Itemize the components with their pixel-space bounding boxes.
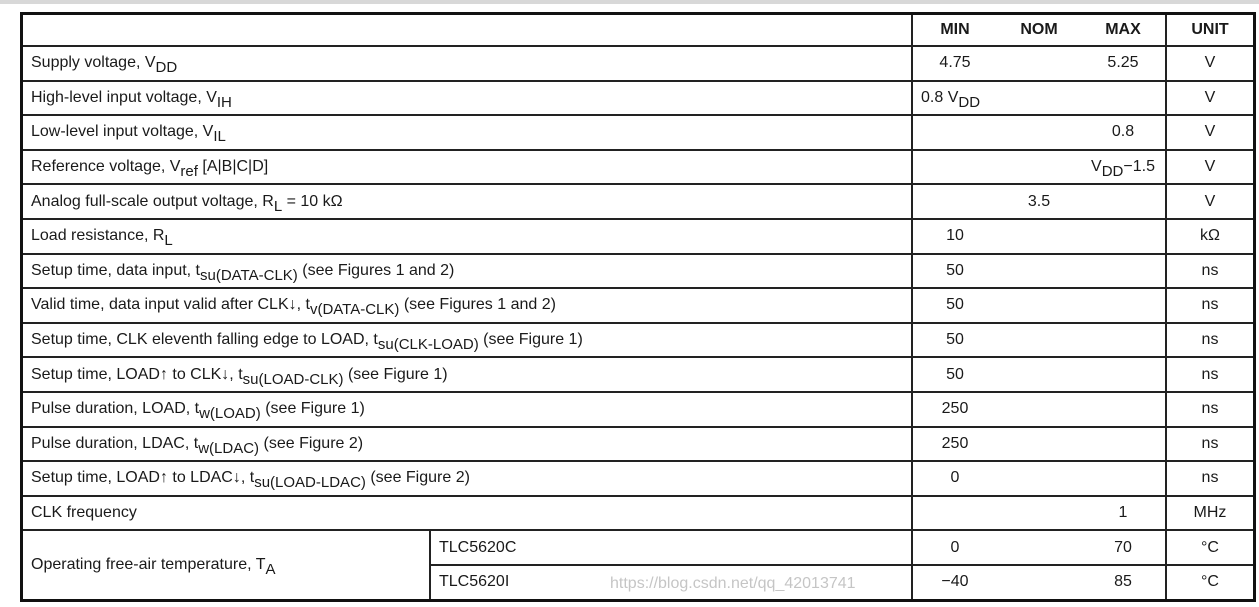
max-cell: 70 <box>1081 530 1166 565</box>
min-cell <box>912 219 997 254</box>
text-segment: Setup time, data input, t <box>31 261 200 279</box>
parameter-cell <box>22 81 913 116</box>
table-row <box>22 81 1255 116</box>
text-segment: (see Figure 1) <box>478 331 583 349</box>
parameter-cell <box>22 496 913 531</box>
text-segment: Valid time, data input valid after CLK↓, t <box>31 296 310 314</box>
min-cell <box>912 496 997 531</box>
nom-cell <box>997 150 1081 185</box>
min-cell <box>912 392 997 427</box>
parameter-cell <box>22 461 913 496</box>
unit-cell: V <box>1166 115 1255 150</box>
min-cell: 0 <box>912 530 997 565</box>
max-cell <box>1081 184 1166 219</box>
min-cell <box>912 323 997 358</box>
subscript: IH <box>216 93 232 111</box>
unit-cell: ns <box>1166 288 1255 323</box>
min-cell <box>912 115 997 150</box>
subscript: DD <box>958 93 981 111</box>
text-segment: (see Figure 2) <box>365 469 470 487</box>
text-segment: (see Figure 1) <box>260 400 365 418</box>
table-row <box>22 323 1255 358</box>
subscript: su(DATA-CLK) <box>200 266 298 284</box>
min-cell <box>912 254 997 289</box>
max-cell <box>1081 427 1166 462</box>
min-cell <box>912 81 1081 116</box>
min-cell <box>912 150 997 185</box>
text-segment: 250 <box>941 434 969 452</box>
watermark: https://blog.csdn.net/qq_42013741 <box>610 575 856 592</box>
subscript: w(LOAD) <box>199 405 261 423</box>
unit-cell: MHz <box>1166 496 1255 531</box>
nom-cell <box>997 530 1081 565</box>
table-row <box>22 530 1255 565</box>
unit-cell: °C <box>1166 565 1255 600</box>
unit-cell: V <box>1166 184 1255 219</box>
text-segment: Analog full-scale output voltage, R <box>31 192 274 210</box>
unit-cell: V <box>1166 150 1255 185</box>
header-min: MIN <box>912 14 997 47</box>
text-segment: (see Figures 1 and 2) <box>399 296 556 314</box>
max-cell <box>1081 115 1166 150</box>
parameter-cell <box>22 392 913 427</box>
header-blank <box>22 14 913 47</box>
table-row <box>22 357 1255 392</box>
unit-cell: ns <box>1166 461 1255 496</box>
device-cell: TLC5620C <box>430 530 912 565</box>
text-segment: 10 <box>946 227 964 245</box>
subscript: su(CLK-LOAD) <box>377 336 479 354</box>
text-segment: 50 <box>946 365 964 383</box>
max-cell <box>1081 496 1166 531</box>
max-cell <box>1081 461 1166 496</box>
max-cell <box>1081 81 1166 116</box>
nom-cell <box>997 288 1081 323</box>
text-segment: 50 <box>946 261 964 279</box>
device-cell: TLC5620I <box>430 565 912 600</box>
text-segment: Supply voltage, V <box>31 54 156 72</box>
parameter-cell <box>22 46 913 81</box>
unit-cell: kΩ <box>1166 219 1255 254</box>
min-cell <box>912 184 997 219</box>
text-segment: [A|B|C|D] <box>197 158 269 176</box>
max-cell: 85 <box>1081 565 1166 600</box>
text-segment: (see Figure 2) <box>259 434 364 452</box>
header-unit: UNIT <box>1166 14 1255 47</box>
text-segment: Reference voltage, V <box>31 158 181 176</box>
text-segment: Setup time, LOAD↑ to CLK↓, t <box>31 365 243 383</box>
nom-cell <box>997 357 1081 392</box>
min-cell <box>912 427 997 462</box>
text-segment: Low-level input voltage, V <box>31 123 214 141</box>
unit-cell: ns <box>1166 427 1255 462</box>
min-cell <box>912 46 997 81</box>
text-segment: V <box>1091 158 1102 176</box>
parameter-cell <box>22 323 913 358</box>
text-segment: CLK frequency <box>31 504 137 522</box>
table-row <box>22 461 1255 496</box>
nom-cell <box>997 565 1081 600</box>
parameter-cell <box>22 184 913 219</box>
subscript: A <box>265 560 276 578</box>
unit-cell: ns <box>1166 254 1255 289</box>
table-row <box>22 184 1255 219</box>
text-segment: 5.25 <box>1107 54 1139 72</box>
text-segment: (see Figure 1) <box>343 365 448 383</box>
text-segment: 250 <box>941 400 969 418</box>
unit-cell: V <box>1166 81 1255 116</box>
table-row <box>22 150 1255 185</box>
max-cell <box>1081 392 1166 427</box>
parameter-cell <box>22 219 913 254</box>
subscript: ref <box>180 163 198 181</box>
unit-cell: ns <box>1166 357 1255 392</box>
table-row <box>22 496 1255 531</box>
text-segment: 1 <box>1118 504 1128 522</box>
max-cell <box>1081 46 1166 81</box>
unit-cell: °C <box>1166 530 1255 565</box>
parameter-cell <box>22 357 913 392</box>
min-cell <box>912 461 997 496</box>
subscript: v(DATA-CLK) <box>309 301 400 319</box>
nom-cell <box>997 219 1081 254</box>
text-segment: Pulse duration, LDAC, t <box>31 434 199 452</box>
subscript: DD <box>1101 163 1124 181</box>
table-row <box>22 427 1255 462</box>
parameter-cell <box>22 115 913 150</box>
nom-cell <box>997 427 1081 462</box>
nom-cell <box>997 184 1081 219</box>
parameter-cell <box>22 530 431 600</box>
text-segment: 50 <box>946 331 964 349</box>
table-row <box>22 392 1255 427</box>
max-cell <box>1081 357 1166 392</box>
text-segment: 0.8 <box>1111 123 1135 141</box>
text-segment: High-level input voltage, V <box>31 88 217 106</box>
text-segment: Setup time, LOAD↑ to LDAC↓, t <box>31 469 255 487</box>
max-cell <box>1081 254 1166 289</box>
parameter-cell <box>22 254 913 289</box>
nom-cell <box>997 496 1081 531</box>
max-cell <box>1081 288 1166 323</box>
text-segment: 0 <box>950 469 960 487</box>
subscript: w(LDAC) <box>198 439 260 457</box>
subscript: L <box>273 197 283 215</box>
nom-cell <box>997 323 1081 358</box>
text-segment: 3.5 <box>1027 192 1051 210</box>
text-segment: Operating free-air temperature, T <box>31 555 266 573</box>
table-row <box>22 115 1255 150</box>
table-row <box>22 254 1255 289</box>
max-cell <box>1081 150 1166 185</box>
subscript: su(LOAD-CLK) <box>242 370 344 388</box>
subscript: DD <box>155 59 178 77</box>
max-cell <box>1081 219 1166 254</box>
subscript: L <box>164 232 173 250</box>
header-max: MAX <box>1081 14 1166 47</box>
nom-cell <box>997 115 1081 150</box>
text-segment: Setup time, CLK eleventh falling edge to LOAD, t <box>31 331 378 349</box>
unit-cell: ns <box>1166 323 1255 358</box>
min-cell <box>912 288 997 323</box>
unit-cell: V <box>1166 46 1255 81</box>
nom-cell <box>997 461 1081 496</box>
header-row <box>22 14 1255 47</box>
parameter-cell <box>22 288 913 323</box>
top-border <box>0 0 1259 4</box>
nom-cell <box>997 392 1081 427</box>
subscript: IL <box>213 128 226 146</box>
recommended-operating-conditions-table <box>20 12 1256 602</box>
text-segment: (see Figures 1 and 2) <box>297 261 455 279</box>
nom-cell <box>997 46 1081 81</box>
min-cell: −40 <box>912 565 997 600</box>
subscript: su(LOAD-LDAC) <box>254 474 366 492</box>
unit-cell: ns <box>1166 392 1255 427</box>
nom-cell <box>997 254 1081 289</box>
table-row <box>22 46 1255 81</box>
text-segment: 50 <box>946 296 964 314</box>
parameter-cell <box>22 427 913 462</box>
min-cell <box>912 357 997 392</box>
text-segment: = 10 kΩ <box>282 192 343 210</box>
text-segment: 4.75 <box>939 54 971 72</box>
table-row <box>22 288 1255 323</box>
parameter-cell <box>22 150 913 185</box>
header-nom: NOM <box>997 14 1081 47</box>
text-segment: −1.5 <box>1123 158 1155 176</box>
text-segment: 0.8 V <box>921 88 959 106</box>
max-cell <box>1081 323 1166 358</box>
text-segment: Pulse duration, LOAD, t <box>31 400 200 418</box>
table-row <box>22 219 1255 254</box>
text-segment: Load resistance, R <box>31 227 165 245</box>
